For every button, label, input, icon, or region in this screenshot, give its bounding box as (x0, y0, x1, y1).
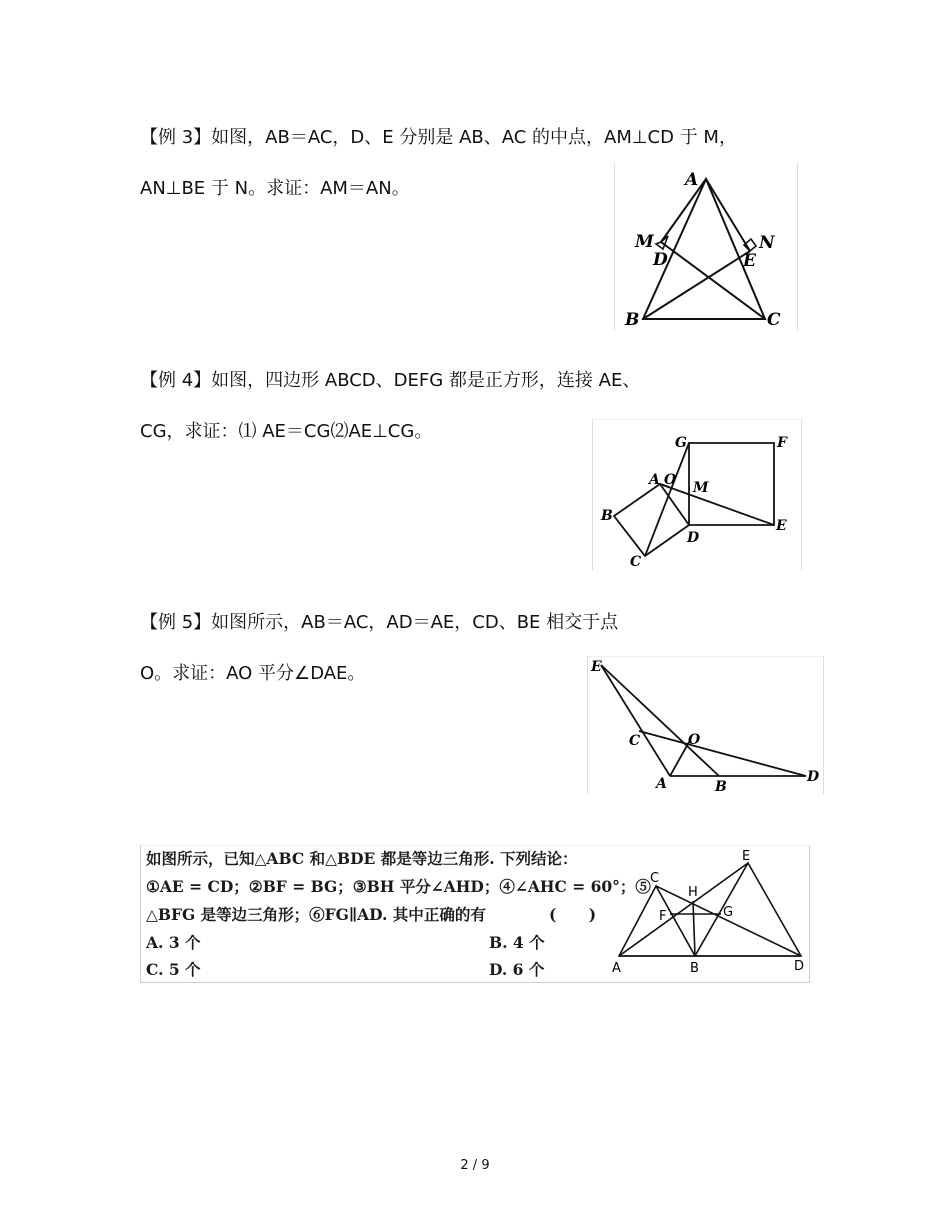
ex5-label-B: B (715, 779, 727, 794)
quiz-option-a[interactable]: A. 3 个 (146, 933, 201, 952)
quiz-label-G: G (723, 905, 734, 920)
ex3-label-N: N (759, 233, 775, 253)
quiz-label-C: C (650, 871, 660, 886)
ex3-label-A: A (685, 170, 699, 190)
quiz-label-F: F (659, 909, 667, 924)
ex4-text-line-2: CG，求证：⑴ AE＝CG⑵AE⊥CG。 (140, 421, 433, 442)
quiz-label-B: B (690, 961, 699, 976)
ex5-text-line-1: 【例 5】如图所示，AB＝AC，AD＝AE，CD、BE 相交于点 (140, 612, 619, 633)
quiz-diagram (609, 846, 809, 982)
quiz-label-D: D (794, 959, 805, 974)
ex4-label-M: M (693, 480, 709, 496)
ex5-figure (587, 656, 824, 794)
quiz-line-2: ①AE = CD；②BF = BG；③BH 平分∠AHD；④∠AHC = 60°；⑤ (146, 877, 651, 896)
ex3-label-M: M (635, 232, 654, 252)
quiz-option-b[interactable]: B. 4 个 (489, 933, 545, 952)
ex3-label-C: C (767, 310, 781, 330)
ex5-text-line-2: O。求证：AO 平分∠DAE。 (140, 663, 366, 684)
quiz-line-1: 如图所示，已知△ABC 和△BDE 都是等边三角形. 下列结论： (146, 849, 578, 868)
ex4-figure (592, 419, 802, 570)
ex4-label-D: D (687, 530, 700, 546)
ex4-label-A: A (649, 472, 660, 488)
quiz-label-H: H (688, 885, 698, 900)
quiz-answer-bracket: ( ) (549, 905, 597, 924)
ex3-label-D: D (653, 250, 668, 270)
quiz-block (140, 845, 810, 983)
ex5-diagram (588, 657, 823, 794)
ex5-label-E: E (591, 659, 602, 675)
ex5-label-D: D (807, 769, 820, 785)
ex3-label-E: E (743, 251, 756, 271)
ex4-text-line-1: 【例 4】如图，四边形 ABCD、DEFG 都是正方形，连接 AE、 (140, 370, 641, 391)
ex3-figure (614, 163, 798, 330)
quiz-label-A: A (612, 961, 621, 976)
ex4-label-E: E (776, 518, 787, 534)
ex5-label-A: A (656, 776, 667, 792)
ex3-text-line-2: AN⊥BE 于 N。求证：AM＝AN。 (140, 178, 410, 199)
quiz-line-3: △BFG 是等边三角形；⑥FG∥AD. 其中正确的有 (146, 905, 486, 924)
ex4-diagram (593, 420, 801, 570)
ex4-label-G: G (675, 435, 687, 451)
quiz-option-d[interactable]: D. 6 个 (489, 960, 545, 979)
page-number: 2 / 9 (460, 1158, 490, 1173)
ex3-text-line-1: 【例 3】如图，AB＝AC，D、E 分别是 AB、AC 的中点，AM⊥CD 于 M， (140, 127, 737, 148)
ex3-label-B: B (625, 310, 640, 330)
ex3-diagram (615, 163, 797, 330)
ex4-label-F: F (777, 435, 787, 451)
ex4-label-C: C (630, 554, 642, 570)
ex4-label-O: O (664, 472, 677, 488)
ex5-label-O: O (688, 732, 701, 748)
ex5-label-C: C (629, 733, 641, 749)
quiz-option-c[interactable]: C. 5 个 (146, 960, 201, 979)
quiz-label-E: E (742, 849, 751, 864)
ex4-label-B: B (601, 508, 613, 524)
